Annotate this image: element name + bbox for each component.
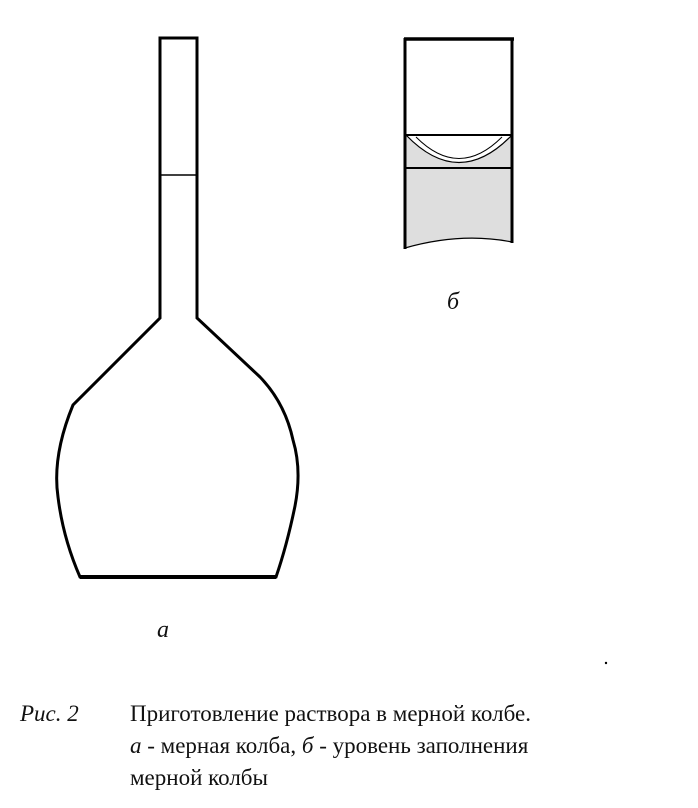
caption-prefix: Рис. 2 — [20, 701, 79, 726]
label-b: б — [447, 289, 460, 315]
caption-line-3: мерной колбы — [130, 765, 268, 790]
caption-line-2 — [130, 730, 695, 762]
stray-dot — [605, 662, 607, 664]
caption-part-b-text: - уровень заполнения — [313, 733, 529, 758]
filling-level-detail — [404, 38, 514, 249]
caption-part-a-text: - мерная колба, — [141, 733, 302, 758]
liquid-fill — [406, 135, 512, 248]
volumetric-flask — [57, 38, 298, 577]
caption-part-b-letter: б — [301, 733, 314, 758]
caption-part-a-letter: а — [130, 733, 142, 758]
label-a: а — [157, 617, 169, 643]
caption-line-1: Приготовление раствора в мерной колбе. — [130, 701, 531, 726]
flask-outline — [57, 38, 298, 577]
caption-body — [130, 698, 695, 794]
